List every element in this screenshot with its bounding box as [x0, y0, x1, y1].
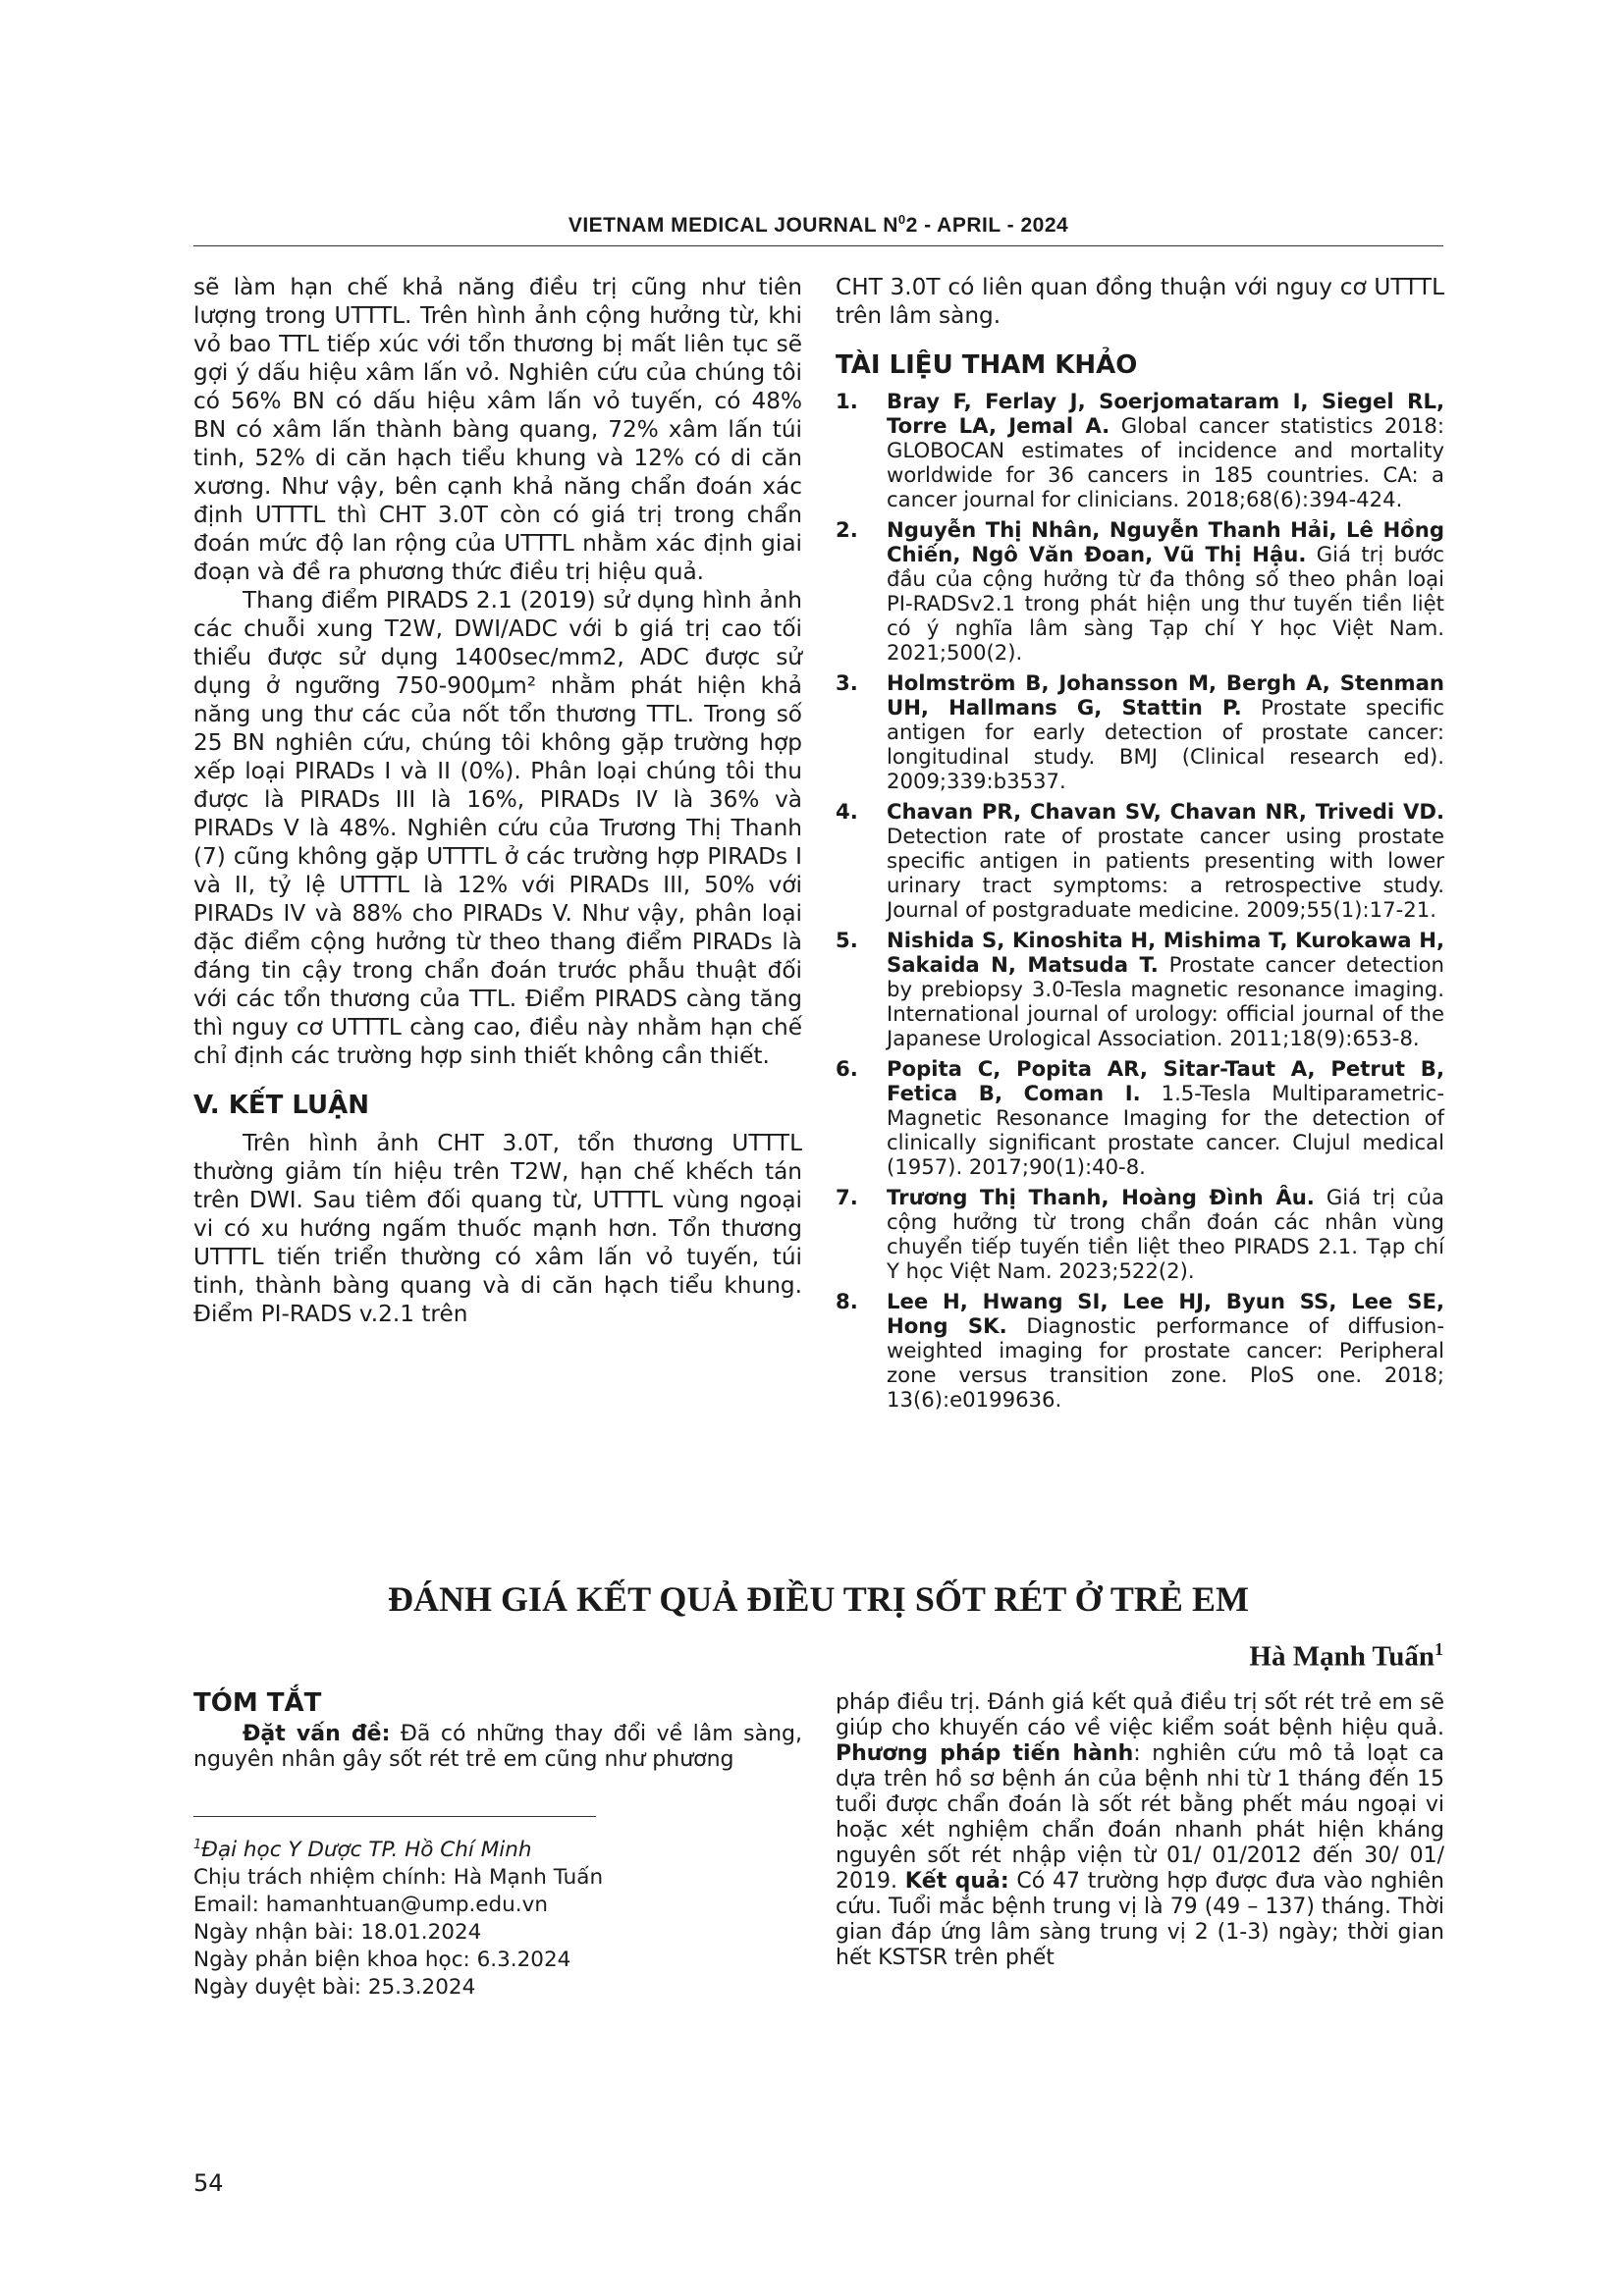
- body-paragraph-1: sẽ làm hạn chế khả năng điều trị cũng như tiên lượng trong UTTTL. Trên hình ảnh cộng hưởng từ, khi vỏ bao TTL tiếp xúc với tổn thương bị mất liên tục sẽ gợi ý dấu hiệu xâm lấn vỏ. Nghiên cứu của chúng tôi có 56% BN có dấu hiệu xâm lấn vỏ tuyến, có 48% BN có xâm lấn thành bàng quang, 72% xâm lấn túi tinh, 52% di căn hạch tiểu khung và 12% có di căn xương. Như vậy, bên cạnh khả năng chẩn đoán xác định UTTTL thì CHT 3.0T còn có giá trị trong chẩn đoán mức độ lan rộng của UTTTL nhằm xác định giai đoạn và đề ra phương thức điều trị hiệu quả.: [193, 274, 802, 585]
- abstract-text: Có 47 trường hợp được đưa vào nghiên cứu. Tuổi mắc bệnh trung vị là 79 (49 – 137) tháng. Thời gian đáp ứng lâm sàng trung vị 2 (1-3) ngày; thời gian hết KSTSR trên phết: [836, 1869, 1444, 1970]
- body-paragraph-2: Thang điểm PIRADS 2.1 (2019) sử dụng hình ảnh các chuỗi xung T2W, DWI/ADC với b giá trị cao tối thiểu được sử dụng 1400sec/mm2, ADC được sử dụng ở ngưỡng 750-900µm² nhằm phát hiện khả năng ung thư các của nốt tổn thương TTL. Trong số 25 BN nghiên cứu, chúng tôi không gặp trường hợp xếp loại PIRADs I và II (0%). Phân loại chúng tôi thu được là PIRADs III là 16%, PIRADs IV là 36% và PIRADs V là 48%. Nghiên cứu của Trương Thị Thanh (7) cũng không gặp UTTTL ở các trường hợp PIRADs I và II, tỷ lệ UTTTL là 12% với PIRADs III, 50% với PIRADs IV và 88% cho PIRADs V. Như vậy, phân loại đặc điểm cộng hưởng từ theo thang điểm PIRADs là đáng tin cậy trong chẩn đoán trước phẫu thuật đối với các tổn thương của TTL. Điểm PIRADS càng tăng thì nguy cơ UTTTL càng cao, điều này nhằm hạn chế chỉ định các trường hợp sinh thiết không cần thiết.: [193, 587, 802, 1069]
- reference-number: 8.: [836, 1289, 858, 1313]
- reference-number: 1.: [836, 389, 858, 413]
- article-title: ĐÁNH GIÁ KẾT QUẢ ĐIỀU TRỊ SỐT RÉT Ở TRẺ EM: [388, 1579, 1249, 1619]
- page-number: 54: [193, 2169, 224, 2197]
- body-paragraph-continued: CHT 3.0T có liên quan đồng thuận với nguy cơ UTTTL trên lâm sàng.: [836, 274, 1444, 329]
- reference-authors: Nguyễn Thị Nhân, Nguyễn Thanh Hải, Lê Hồng Chiến, Ngô Văn Đoan, Vũ Thị Hậu.: [887, 517, 1444, 566]
- reference-text: Detection rate of prostate cancer using prostate specific antigen in patients presenting with lower urinary tract symptoms: a retrospective study. Journal of postgraduate medicine. 2009;55(1):17-21.: [887, 824, 1444, 922]
- reference-authors: Trương Thị Thanh, Hoàng Đình Âu.: [887, 1185, 1315, 1209]
- references-heading: TÀI LIỆU THAM KHẢO: [836, 350, 1138, 380]
- right-column: [836, 273, 1444, 1417]
- reference-number: 5.: [836, 928, 858, 952]
- footnote-divider: [193, 1816, 596, 1817]
- reference-item: [836, 799, 1444, 922]
- reference-item: [836, 1289, 1444, 1412]
- abstract-paragraph-continued: [836, 1690, 1444, 1971]
- reference-authors: Bray F, Ferlay J, Soerjomataram I, Siegel RL, Torre LA, Jemal A.: [887, 389, 1444, 438]
- left-column: [193, 273, 802, 1328]
- reference-number: 6.: [836, 1056, 858, 1081]
- footnote-block: [193, 1832, 802, 2002]
- abstract-label-methods: Phương pháp tiến hành: [836, 1741, 1134, 1766]
- footnote-affiliation: [193, 1832, 802, 1864]
- reference-number: 7.: [836, 1185, 858, 1209]
- footnote-accepted: Ngày duyệt bài: 25.3.2024: [193, 1975, 476, 2001]
- abstract-paragraph-start: [193, 1722, 802, 1773]
- reference-text: Giá trị của cộng hưởng từ trong chẩn đoán các nhân vùng chuyển tiếp tuyến tiền liệt theo PIRADS 2.1. Tạp chí Y học Việt Nam. 2023;522(2).: [887, 1185, 1444, 1283]
- article-author: [1249, 1639, 1443, 1674]
- reference-authors: Holmström B, Johansson M, Bergh A, Stenman UH, Hallmans G, Stattin P.: [887, 670, 1444, 720]
- reference-authors: Nishida S, Kinoshita H, Mishima T, Kurokawa H, Sakaida N, Matsuda T.: [887, 928, 1444, 977]
- reference-item: [836, 928, 1444, 1050]
- affiliation-marker: 1: [193, 1838, 202, 1852]
- author-name: Hà Mạnh Tuấn: [1249, 1640, 1435, 1673]
- abstract-heading: TÓM TẮT: [193, 1688, 322, 1718]
- reference-text: Giá trị bước đầu của cộng hưởng từ đa thông số theo phân loại PI-RADSv2.1 trong phát hiện ung thư tuyến tiền liệt có ý nghĩa lâm sàng Tạp chí Y học Việt Nam. 2021;500(2).: [887, 542, 1445, 665]
- reference-text: 1.5-Tesla Multiparametric-Magnetic Resonance Imaging for the detection of clinically significant prostate cancer. Clujul medical (1957). 2017;90(1):40-8.: [887, 1081, 1444, 1179]
- reference-authors: Chavan PR, Chavan SV, Chavan NR, Trivedi VD.: [887, 799, 1444, 824]
- footnote-received: Ngày nhận bài: 18.01.2024: [193, 1920, 482, 1946]
- abstract-right-column: [836, 1690, 1444, 1971]
- abstract-text: pháp điều trị. Đánh giá kết quả điều trị sốt rét trẻ em sẽ giúp cho khuyến cáo về việc kiểm soát bệnh hiệu quả.: [836, 1690, 1444, 1740]
- reference-item: [836, 670, 1444, 793]
- reference-number: 4.: [836, 799, 858, 824]
- abstract-text: Đã có những thay đổi về lâm sàng, nguyên nhân gây sốt rét trẻ em cũng như phương: [193, 1722, 802, 1772]
- reference-item: [836, 1185, 1444, 1283]
- abstract-text: : nghiên cứu mô tả loạt ca dựa trên hồ sơ bệnh án của bệnh nhi từ 1 tháng đến 15 tuổi được chẩn đoán là sốt rét bằng phết máu ngoại vi hoặc xét nghiệm chẩn đoán nhanh phát hiện kháng nguyên sốt rét nhập viện từ 01/ 01/2012 đến 30/ 01/ 2019.: [836, 1741, 1444, 1894]
- abstract-label-background: Đặt vấn đề:: [243, 1722, 391, 1746]
- affiliation-text: Đại học Y Dược TP. Hồ Chí Minh: [201, 1838, 532, 1863]
- author-affiliation-marker: 1: [1435, 1639, 1443, 1659]
- reference-item: [836, 1056, 1444, 1179]
- abstract-label-results: Kết quả:: [904, 1869, 1009, 1894]
- footnote-responsible: Chịu trách nhiệm chính: Hà Mạnh Tuấn: [193, 1865, 604, 1891]
- reference-text: Prostate specific antigen for early detection of prostate cancer: longitudinal study. BMJ (Clinical research ed). 2009;339:b3537.: [887, 695, 1444, 793]
- reference-text: Diagnostic performance of diffusion-weighted imaging for prostate cancer: Peripheral zone versus transition zone. PloS one. 2018; 13(6):e0199636.: [887, 1313, 1444, 1412]
- reference-authors: Popita C, Popita AR, Sitar-Taut A, Petrut B, Fetica B, Coman I.: [887, 1056, 1444, 1105]
- journal-name-pre: VIETNAM MEDICAL JOURNAL N: [568, 214, 898, 237]
- journal-header: [193, 212, 1443, 246]
- reference-authors: Lee H, Hwang SI, Lee HJ, Byun SS, Lee SE, Hong SK.: [887, 1289, 1444, 1338]
- footnote-reviewed: Ngày phản biện khoa học: 6.3.2024: [193, 1948, 571, 1973]
- reference-item: [836, 517, 1444, 665]
- section-heading-conclusion: V. KẾT LUẬN: [193, 1091, 370, 1120]
- body-paragraph-3: Trên hình ảnh CHT 3.0T, tổn thương UTTTL thường giảm tín hiệu trên T2W, hạn chế khếch tán trên DWI. Sau tiêm đối quang từ, UTTTL vùng ngoại vi có xu hướng ngấm thuốc mạnh hơn. Tổn thương UTTTL tiến triển thường có xâm lấn vỏ tuyến, túi tinh, thành bàng quang và di căn hạch tiểu khung. Điểm PI-RADS v.2.1 trên: [193, 1130, 802, 1327]
- journal-name-sup: 0: [897, 212, 906, 227]
- reference-text: Prostate cancer detection by prebiopsy 3.0-Tesla magnetic resonance imaging. International journal of urology: official journal of the Japanese Urological Association. 2011;18(9):653-8.: [887, 952, 1444, 1050]
- references-list: [836, 389, 1444, 1412]
- reference-number: 3.: [836, 670, 858, 695]
- abstract-left-column: [193, 1690, 802, 1773]
- journal-name-post: 2 - APRIL - 2024: [905, 214, 1069, 237]
- reference-text: Global cancer statistics 2018: GLOBOCAN estimates of incidence and mortality worldwide for 36 cancers in 185 countries. CA: a cancer journal for clinicians. 2018;68(6):394-424.: [887, 413, 1444, 511]
- footnote-email: Email: hamanhtuan@ump.edu.vn: [193, 1893, 548, 1918]
- reference-number: 2.: [836, 517, 858, 542]
- reference-item: [836, 389, 1444, 511]
